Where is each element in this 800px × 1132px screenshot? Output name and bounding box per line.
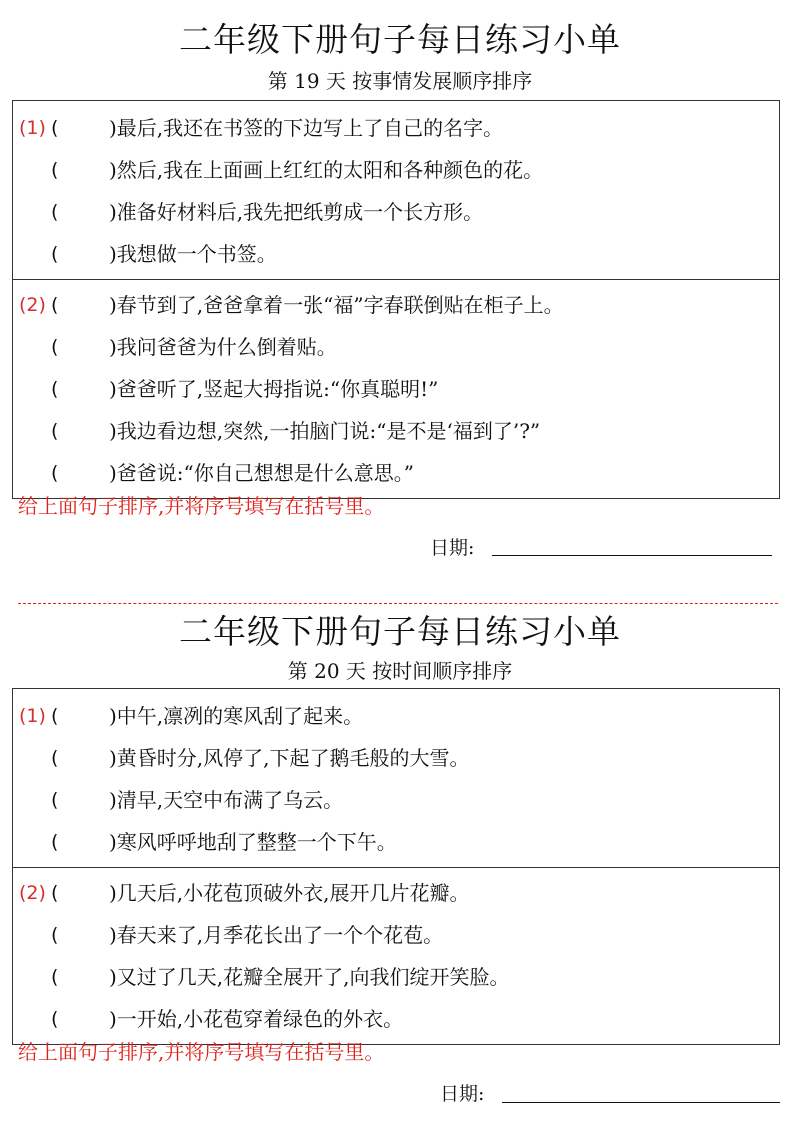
sentence-group-2 xyxy=(13,279,779,498)
answer-blank[interactable] xyxy=(61,1004,101,1034)
sentence-text: )然后,我在上面画上红红的太阳和各种颜色的花。 xyxy=(109,158,544,182)
sentence-text: )我边看边想,突然,一拍脑门说:“是不是‘福到了’?” xyxy=(109,419,541,443)
left-paren: ( xyxy=(51,1008,59,1030)
answer-blank[interactable] xyxy=(61,827,101,857)
left-paren: ( xyxy=(51,378,59,400)
left-paren: ( xyxy=(51,294,59,316)
answer-blank[interactable] xyxy=(61,290,101,320)
answer-blank[interactable] xyxy=(61,416,101,446)
sentence-text: )中午,凛冽的寒风刮了起来。 xyxy=(109,704,364,728)
left-paren: ( xyxy=(51,966,59,988)
left-paren: ( xyxy=(51,747,59,769)
left-paren: ( xyxy=(51,831,59,853)
left-paren: ( xyxy=(51,201,59,223)
sentence-row xyxy=(13,191,779,233)
answer-blank[interactable] xyxy=(61,197,101,227)
page-title: 二年级下册句子每日练习小单 xyxy=(179,612,621,651)
exercise-box xyxy=(12,688,780,1045)
sentence-text: )准备好材料后,我先把纸剪成一个长方形。 xyxy=(109,200,484,224)
page-subtitle: 第 20 天 按时间顺序排序 xyxy=(287,659,513,683)
sentence-text: )一开始,小花苞穿着绿色的外衣。 xyxy=(109,1007,404,1031)
left-paren: ( xyxy=(51,159,59,181)
left-paren: ( xyxy=(51,924,59,946)
page-subtitle: 第 19 天 按事情发展顺序排序 xyxy=(267,69,533,93)
sentence-row xyxy=(13,410,779,452)
sentence-row xyxy=(13,452,779,494)
left-paren: ( xyxy=(51,117,59,139)
sentence-text: )最后,我还在书签的下边写上了自己的名字。 xyxy=(109,116,504,140)
sentence-row xyxy=(13,956,779,998)
sentence-text: )又过了几天,花瓣全展开了,向我们绽开笑脸。 xyxy=(109,965,510,989)
sentence-text: )我想做一个书签。 xyxy=(109,242,277,266)
sentence-group-1 xyxy=(13,101,779,279)
sentence-text: )爸爸听了,竖起大拇指说:“你真聪明!” xyxy=(109,377,439,401)
sentence-row xyxy=(13,695,779,737)
sentence-text: )几天后,小花苞顶破外衣,展开几片花瓣。 xyxy=(109,881,470,905)
exercise-box xyxy=(12,100,780,499)
sentence-group-2 xyxy=(13,867,779,1044)
left-paren: ( xyxy=(51,243,59,265)
answer-blank[interactable] xyxy=(61,113,101,143)
group-number: (2) xyxy=(19,294,46,316)
sentence-text: )春天来了,月季花长出了一个个花苞。 xyxy=(109,923,444,947)
left-paren: ( xyxy=(51,789,59,811)
instruction-text: 给上面句子排序,并将序号填写在括号里。 xyxy=(18,494,385,518)
sentence-group-1 xyxy=(13,689,779,867)
group-number: (1) xyxy=(19,705,46,727)
left-paren: ( xyxy=(51,336,59,358)
sentence-text: )黄昏时分,风停了,下起了鹅毛般的大雪。 xyxy=(109,746,470,770)
sentence-row xyxy=(13,107,779,149)
date-label: 日期: xyxy=(430,537,475,559)
group-number: (2) xyxy=(19,882,46,904)
sentence-row xyxy=(13,998,779,1040)
answer-blank[interactable] xyxy=(61,785,101,815)
sentence-text: )我问爸爸为什么倒着贴。 xyxy=(109,335,337,359)
answer-blank[interactable] xyxy=(61,155,101,185)
group-number: (1) xyxy=(19,117,46,139)
date-input-line[interactable] xyxy=(502,1102,780,1103)
answer-blank[interactable] xyxy=(61,743,101,773)
sentence-row xyxy=(13,737,779,779)
dashed-divider xyxy=(18,603,778,604)
sentence-text: )清早,天空中布满了乌云。 xyxy=(109,788,344,812)
date-label: 日期: xyxy=(440,1083,485,1105)
left-paren: ( xyxy=(51,420,59,442)
left-paren: ( xyxy=(51,882,59,904)
answer-blank[interactable] xyxy=(61,332,101,362)
answer-blank[interactable] xyxy=(61,374,101,404)
sentence-row xyxy=(13,284,779,326)
answer-blank[interactable] xyxy=(61,962,101,992)
sentence-row xyxy=(13,368,779,410)
page-title: 二年级下册句子每日练习小单 xyxy=(179,20,621,59)
answer-blank[interactable] xyxy=(61,920,101,950)
sentence-text: )寒风呼呼地刮了整整一个下午。 xyxy=(109,830,397,854)
instruction-text: 给上面句子排序,并将序号填写在括号里。 xyxy=(18,1040,385,1064)
sentence-row xyxy=(13,821,779,863)
sentence-row xyxy=(13,149,779,191)
sentence-row xyxy=(13,872,779,914)
answer-blank[interactable] xyxy=(61,458,101,488)
answer-blank[interactable] xyxy=(61,239,101,269)
sentence-text: )爸爸说:“你自己想想是什么意思。” xyxy=(109,461,414,485)
sentence-row xyxy=(13,779,779,821)
answer-blank[interactable] xyxy=(61,878,101,908)
left-paren: ( xyxy=(51,462,59,484)
sentence-text: )春节到了,爸爸拿着一张“福”字春联倒贴在柜子上。 xyxy=(109,293,564,317)
date-input-line[interactable] xyxy=(492,555,772,556)
left-paren: ( xyxy=(51,705,59,727)
sentence-row xyxy=(13,233,779,275)
sentence-row xyxy=(13,326,779,368)
sentence-row xyxy=(13,914,779,956)
answer-blank[interactable] xyxy=(61,701,101,731)
